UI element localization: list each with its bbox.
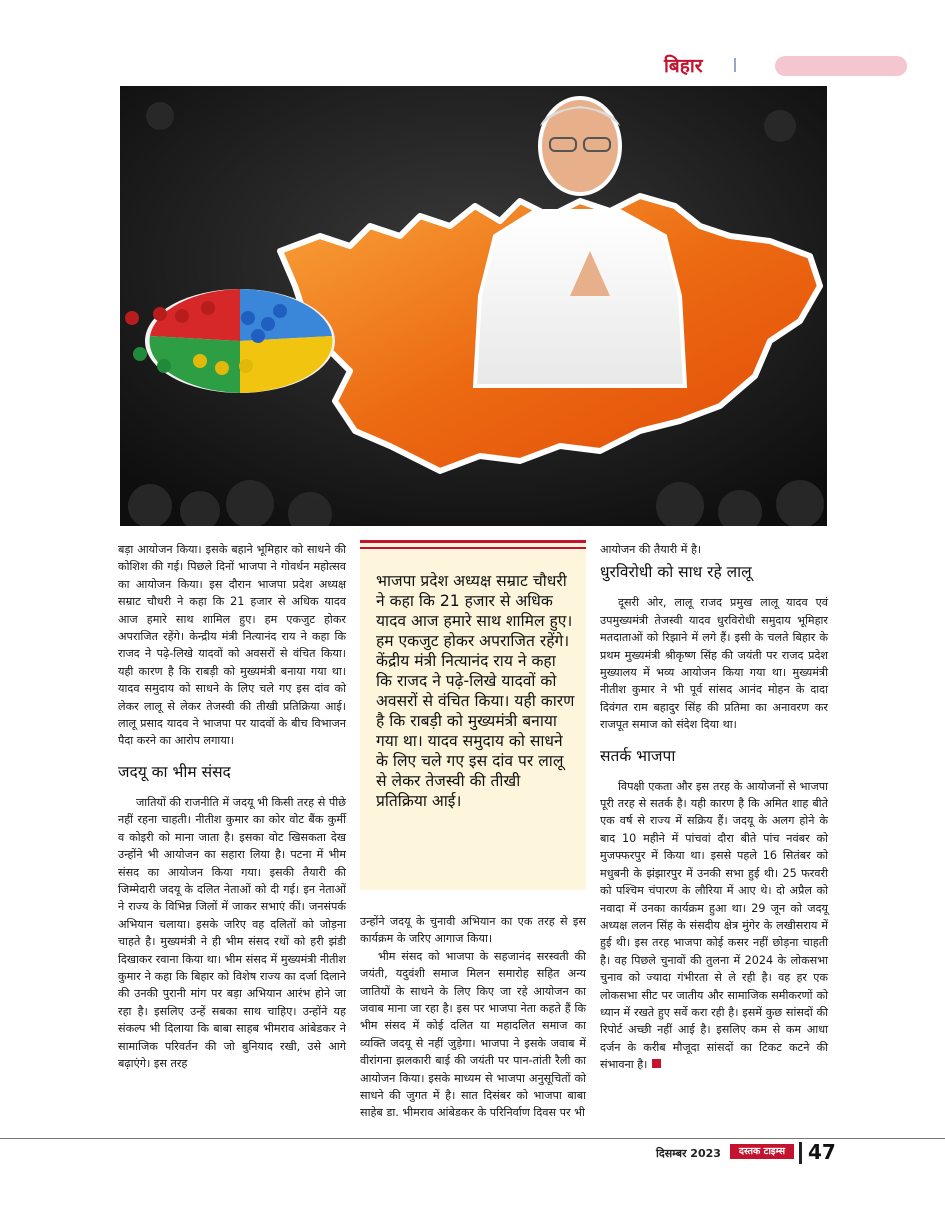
pull-quote-text: भाजपा प्रदेश अध्यक्ष सम्राट चौधरी ने कहा कि 21 हजार से अधिक यादव आज हमारे साथ शामिल हुए। हम एकजुट होकर अपराजित रहेंगे। केंद्रीय मंत्री नित्यानंद राय ने कहा कि राजद ने पढ़े-लिखे यादवों को अवसरों से वंचित किया। यही कारण है कि राबड़ी को मुख्यमंत्री बनाया गया था। यादव समुदाय को साधने के लिए चले गए इस दांव पर लालू से लेकर तेजस्वी की तीखी प्रतिक्रिया आई।: [376, 572, 575, 810]
col2-paragraph-1: उन्होंने जदयू के चुनावी अभियान का एक तरह से इस कार्यक्रम के जरिए आगाज किया।: [360, 915, 586, 946]
col2-paragraph-2: भीम संसद को भाजपा के सहजानंद सरस्वती की जयंती, यदुवंशी समाज मिलन समारोह सहित अन्य जातियों के साधने के लिए किए जा रहे आयोजन का जवाब माना जा रहा है। इस पर भाजपा नेता कहते हैं कि भीम संसद में कोई दलित या महादलित समाज का व्यक्ति जदयू से नहीं जुड़ेगा। भाजपा ने इसके जवाब में वीरांगना झलकारी बाई की जयंती पर पान-तांती रैली का आयोजन किया। इसके माध्यम से भाजपा अनुसूचितों को साधने की जुगत में है। सात दिसंबर को भाजपा बाबा साहेब डा. भीमराव आंबेडकर के परिनिर्वाण दिवस पर भी: [360, 949, 586, 1120]
section-label: बिहार: [664, 55, 703, 77]
col3-paragraph-2: [600, 778, 828, 1074]
col3-paragraph-1: दूसरी ओर, लालू राजद प्रमुख लालू यादव एवं उपमुख्यमंत्री तेजस्वी यादव धुरविरोधी समुदाय भूमिहार मतदाताओं को रिझाने में लगे हैं। इसी के चलते बिहार के प्रथम मुख्यमंत्री श्रीकृष्ण सिंह की जयंती पर राजद प्रदेश मुख्यालय में भव्य आयोजन किया गया था। मुख्यमंत्री नीतीश कुमार ने भी पूर्व सांसद आनंद मोहन के दादा दिवंगत राम बहादुर सिंह की प्रतिमा का अनावरण कर राजपूत समाज को संदेश दिया था।: [600, 596, 828, 732]
header-pill: [775, 56, 907, 76]
header-separator: [734, 58, 736, 72]
col1-subheading: जदयू का भीम संसद: [118, 762, 231, 781]
pull-quote-box: [360, 540, 586, 890]
col3-paragraph-2-text: विपक्षी एकता और इस तरह के आयोजनों से भाजपा पूरी तरह से सतर्क है। यही कारण है कि अमित शाह बीते एक वर्ष से राज्य में सक्रिय हैं। जदयू के अलग होने के बाद 10 महीने में पांचवां दौरा बीते पांच नवंबर को मुजफ्फरपुर में किया था। इससे पहले 16 सितंबर को मधुबनी के झंझारपुर में उनकी सभा हुई थी। 25 फरवरी को पश्चिम चंपारण के लौरिया में आए थे। दो अप्रैल को नवादा में उनका कार्यक्रम हुआ था। 29 जून को जदयू अध्यक्ष ललन सिंह के संसदीय क्षेत्र मुंगेर के लखीसराय में हुई थी। इस तरह भाजपा कोई कसर नहीं छोड़ना चाहती है। वह पिछले चुनावों की तुलना में 2024 के लोकसभा चुनाव को ज्यादा गंभीरता से ले रही है। वह हर एक लोकसभा सीट पर जातीय और सामाजिक समीकरणों को ध्यान में रखते हुए सर्वे करा रही है। इसमें कुछ सांसदों की रिपोर्ट अच्छी नहीं आई है। इसलिए कम से कम आधा दर्जन के करीब मौजूदा सांसदों का टिकट कटने की संभावना है।: [600, 779, 828, 1072]
col1-paragraph-1: बड़ा आयोजन किया। इसके बहाने भूमिहार को साधने की कोशिश की गई। पिछले दिनों भाजपा ने गोवर्धन महोत्सव का आयोजन किया। इस दौरान भाजपा प्रदेश अध्यक्ष सम्राट चौधरी ने कहा कि 21 हजार से अधिक यादव आज हमारे साथ शामिल हुए। हम एकजुट होकर अपराजित रहेंगे। केन्द्रीय मंत्री नित्यानंद राय ने कहा कि राजद ने पढ़े-लिखे यादवों को अवसरों से वंचित किया। यही कारण है कि राबड़ी को मुख्यमंत्री बनाया गया था। यादव समुदाय को साधने के लिए चले गए इस दांव को लेकर लालू से लेकर तेजस्वी की तीखी प्रतिक्रिया आई। लालू प्रसाद यादव ने भाजपा पर यादवों के बीच विभाजन पैदा करने का आरोप लगाया।: [118, 543, 346, 748]
col3-subheading-1: धुरविरोधी को साध रहे लालू: [600, 563, 752, 582]
col3-subheading-2: सतर्क भाजपा: [600, 746, 676, 765]
article-column-1: [118, 541, 346, 1072]
article-column-2: [360, 913, 586, 1122]
publication-logo: दस्तक टाइम्स: [730, 1144, 794, 1159]
footer-rule: [0, 1138, 945, 1139]
footer-date: दिसम्बर 2023: [656, 1147, 721, 1160]
footer-separator: [799, 1142, 802, 1164]
end-mark-icon: [652, 1059, 661, 1068]
col1-paragraph-2: जातियों की राजनीति में जदयू भी किसी तरह से पीछे नहीं रहना चाहती। नीतीश कुमार का कोर वोट बैंक कुर्मी व कोइरी को माना जाता है। इसका वोट खिसकता देख उन्होंने भी आयोजन का सहारा लिया है। पटना में भीम संसद का आयोजन किया गया। इसकी तैयारी की जिम्मेदारी जदयू के दलित नेताओं को दी गई। इन नेताओं ने राज्य के विभिन्न जिलों में जाकर सभाएं कीं। जनसंपर्क अभियान चलाया। इसके जरिए वह दलितों को जोड़ना चाहते है। मुख्यमंत्री ने ही भीम संसद रथों को हरी झंडी दिखाकर रवाना किया था। भीम संसद में मुख्यमंत्री नीतीश कुमार ने कहा कि बिहार को विशेष राज्य का दर्जा दिलाने की उनकी पुरानी मांग पर बड़ा अभियान आरंभ होने जा रहा है। इसलिए उन्हें सबका साथ चाहिए। उन्होंने यह संकल्प भी दिलाया कि बाबा साहब भीमराव आंबेडकर ने सामाजिक परिवर्तन की जो बुनियाद रखी, उसे आगे बढ़ाएंगे। इस तरह: [118, 795, 346, 1070]
hero-image: [120, 86, 827, 526]
page-number: 47: [808, 1140, 836, 1164]
article-column-3: [600, 541, 828, 1074]
col3-paragraph-0: आयोजन की तैयारी में है।: [600, 543, 702, 556]
